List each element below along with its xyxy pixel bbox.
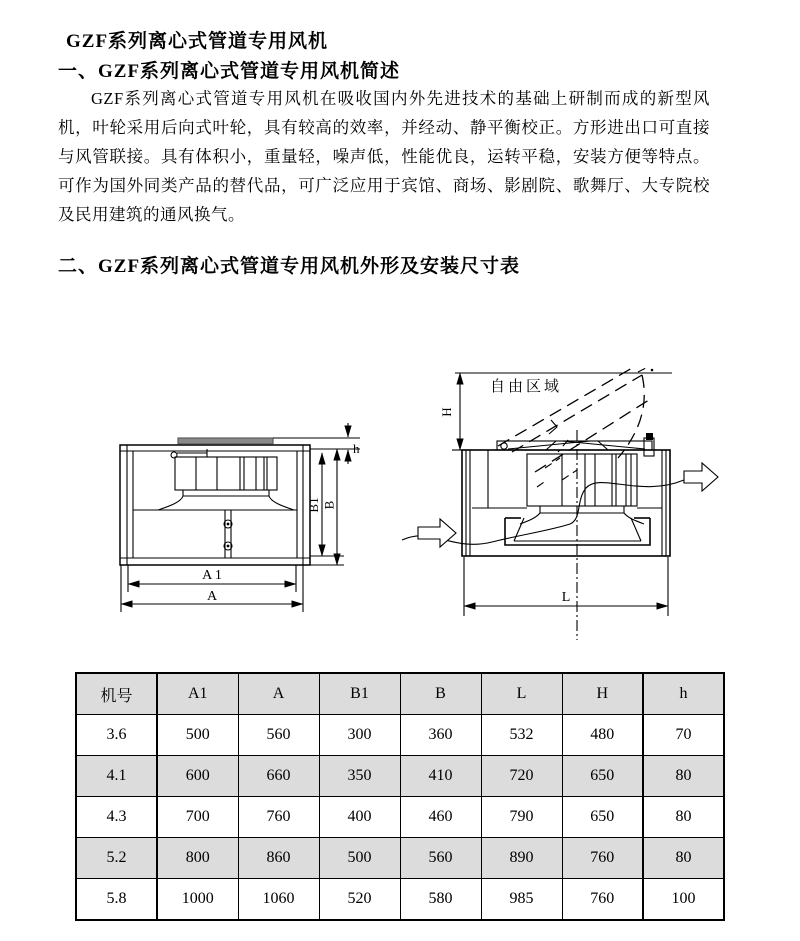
table-cell: 580 xyxy=(400,879,481,921)
table-row xyxy=(76,838,724,879)
table-cell: 5.2 xyxy=(76,838,157,879)
table-cell: 70 xyxy=(643,715,724,756)
table-cell: 400 xyxy=(319,797,400,838)
table-cell: 700 xyxy=(157,797,238,838)
table-cell: 985 xyxy=(481,879,562,921)
section2-heading: 二、GZF系列离心式管道专用风机外形及安装尺寸表 xyxy=(58,256,521,277)
table-cell: 1000 xyxy=(157,879,238,921)
section1-heading: 一、GZF系列离心式管道专用风机简述 xyxy=(58,61,401,82)
table-cell: 80 xyxy=(643,838,724,879)
table-cell: 350 xyxy=(319,756,400,797)
dim-label-a1: A 1 xyxy=(202,568,222,583)
table-cell: 500 xyxy=(319,838,400,879)
table-cell: 720 xyxy=(481,756,562,797)
dim-label-L: L xyxy=(561,590,571,605)
table-cell: 760 xyxy=(562,838,643,879)
table-cell: 860 xyxy=(238,838,319,879)
table-cell: 660 xyxy=(238,756,319,797)
table-cell: 532 xyxy=(481,715,562,756)
table-cell: 560 xyxy=(238,715,319,756)
table-cell: 4.1 xyxy=(76,756,157,797)
diagram-svg xyxy=(0,330,800,660)
column-header: 机号 xyxy=(76,673,157,715)
dim-label-b: B xyxy=(321,500,337,510)
front-view-diagram xyxy=(120,423,360,612)
table-row xyxy=(76,797,724,838)
free-zone-label: 自由区域 xyxy=(490,379,563,395)
table-cell: 5.8 xyxy=(76,879,157,921)
table-cell: 760 xyxy=(562,879,643,921)
table-cell: 890 xyxy=(481,838,562,879)
table-cell: 500 xyxy=(157,715,238,756)
table-cell: 760 xyxy=(238,797,319,838)
table-cell: 480 xyxy=(562,715,643,756)
table-cell: 460 xyxy=(400,797,481,838)
section1-paragraph: GZF系列离心式管道专用风机在吸收国内外先进技术的基础上研制而成的新型风机，叶轮采用后向式叶轮，具有较高的效率，并经动、静平衡校正。方形进出口可直接与风管联接。具有体积小，重量轻，噪声低，性能优良，运转平稳，安装方便等特点。可作为国外同类产品的替代品，可广泛应用于宾馆、商场、影剧院、歌舞厅、大专院校及民用建筑的通风换气。 xyxy=(58,89,710,224)
dim-label-H: H xyxy=(439,407,454,417)
page-title: GZF系列离心式管道专用风机 xyxy=(66,31,329,52)
side-view-diagram xyxy=(402,368,718,640)
dim-label-h-small: h xyxy=(353,441,360,456)
outlet-arrow-icon xyxy=(684,463,718,491)
table-cell: 80 xyxy=(643,756,724,797)
table-cell: 520 xyxy=(319,879,400,921)
table-cell: 650 xyxy=(562,756,643,797)
column-header: B1 xyxy=(319,673,400,715)
top-cover-bar xyxy=(178,438,273,444)
table-cell: 650 xyxy=(562,797,643,838)
table-cell: 560 xyxy=(400,838,481,879)
table-cell: 300 xyxy=(319,715,400,756)
table-cell: 4.3 xyxy=(76,797,157,838)
table-cell: 3.6 xyxy=(76,715,157,756)
column-header: A1 xyxy=(157,673,238,715)
fan-dimension-diagrams xyxy=(0,330,800,660)
column-header: B xyxy=(400,673,481,715)
column-header: H xyxy=(562,673,643,715)
table-cell: 800 xyxy=(157,838,238,879)
dimensions-table xyxy=(75,672,725,921)
table-cell: 410 xyxy=(400,756,481,797)
table-row xyxy=(76,756,724,797)
table-cell: 80 xyxy=(643,797,724,838)
table-cell: 100 xyxy=(643,879,724,921)
column-header: A xyxy=(238,673,319,715)
dim-label-b1: B1 xyxy=(306,497,321,513)
table-row xyxy=(76,715,724,756)
table-row xyxy=(76,879,724,921)
table-cell: 1060 xyxy=(238,879,319,921)
table-cell: 360 xyxy=(400,715,481,756)
column-header: h xyxy=(643,673,724,715)
table-header-row xyxy=(76,673,724,715)
column-header: L xyxy=(481,673,562,715)
table-cell: 600 xyxy=(157,756,238,797)
dim-label-a: A xyxy=(206,589,218,604)
table-cell: 790 xyxy=(481,797,562,838)
inlet-arrow-icon xyxy=(418,519,456,547)
